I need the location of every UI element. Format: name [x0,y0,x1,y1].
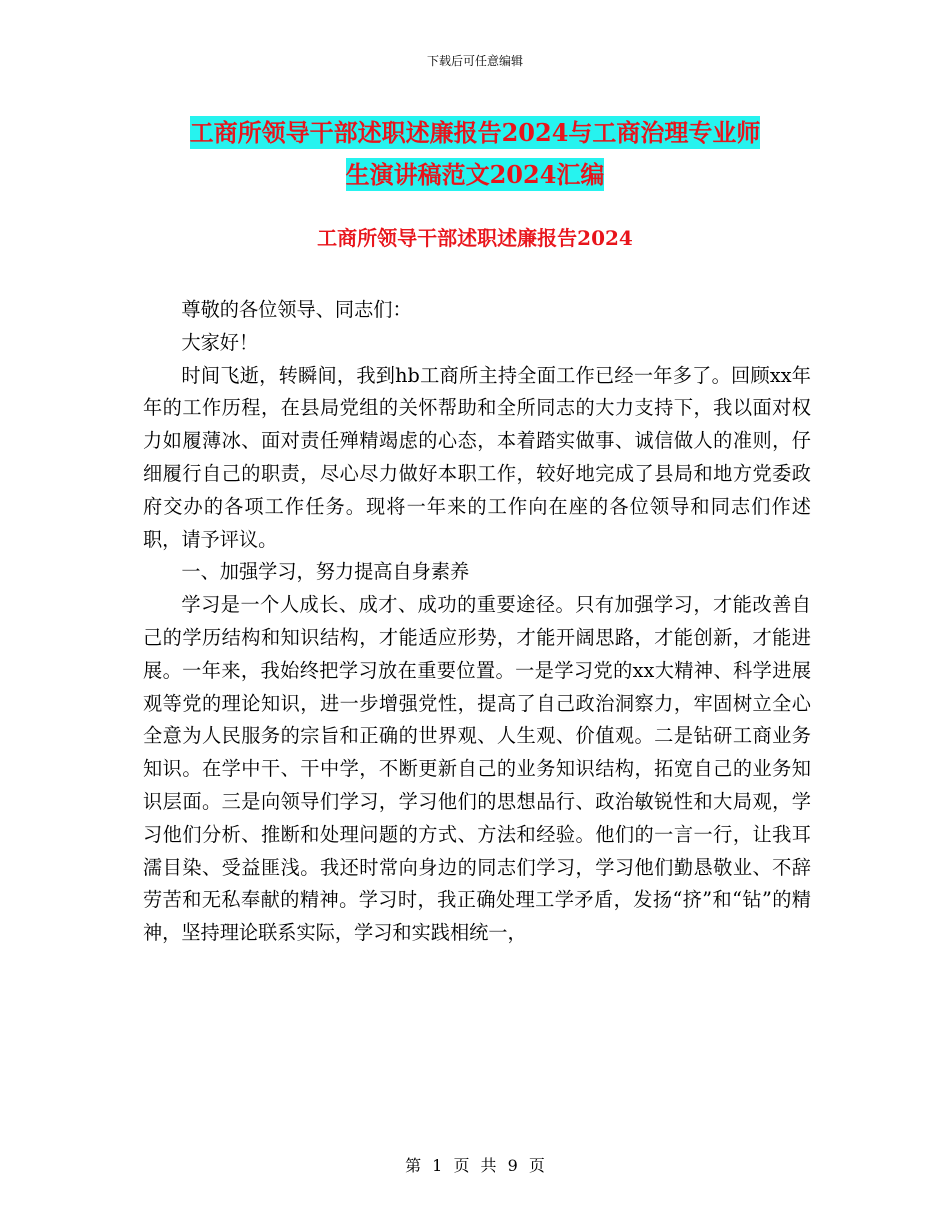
document-title-line-1: 工商所领导干部述职述廉报告2024与工商治理专业师 [189,118,761,147]
paragraph-intro: 时间飞逝，转瞬间，我到hb工商所主持全面工作已经一年多了。回顾xx年年的工作历程，在县局党组的关怀帮助和全所同志的大力支持下，我以面对权力如履薄冰、面对责任殚精竭虑的心态，本着踏实做事、诚信做人的准则，仔细履行自己的职责，尽心尽力做好本职工作，较好地完成了县局和地方党委政府交办的各项工作任务。现将一年来的工作向在座的各位领导和同志们作述职，请予评议。 [143,363,811,551]
paragraph-greeting: 大家好！ [181,330,259,354]
document-title [0,112,950,196]
paragraph-learning: 学习是一个人成长、成才、成功的重要途径。只有加强学习，才能改善自己的学历结构和知识结构，才能适应形势，才能开阔思路，才能创新，才能进展。一年来，我始终把学习放在重要位置。一是学习党的xx大精神、科学进展观等党的理论知识，进一步增强党性，提高了自己政治洞察力，牢固树立全心全意为人民服务的宗旨和正确的世界观、人生观、价值观。二是钻研工商业务知识。在学中干、干中学，不断更新自己的业务知识结构，拓宽自己的业务知识层面。三是向领导们学习，学习他们的思想品行、政治敏锐性和大局观，学习他们分析、推断和处理问题的方式、方法和经验。他们的一言一行，让我耳濡目染、受益匪浅。我还时常向身边的同志们学习，学习他们勤恳敬业、不辞劳苦和无私奉献的精神。学习时，我正确处理工学矛盾，发扬“挤”和“钻”的精神，坚持理论联系实际，学习和实践相统一， [143,593,811,945]
section-title: 工商所领导干部述职述廉报告2024 [317,226,633,250]
paragraph-salutation: 尊敬的各位领导、同志们： [181,298,412,321]
document-body [143,294,811,950]
document-title-line-2: 生演讲稿范文2024汇编 [345,160,605,189]
paragraph-heading-1: 一、加强学习，努力提高自身素养 [181,560,470,584]
page-number: 第 1 页 共 9 页 [405,1156,545,1175]
header-note: 下载后可任意编辑 [426,54,523,68]
